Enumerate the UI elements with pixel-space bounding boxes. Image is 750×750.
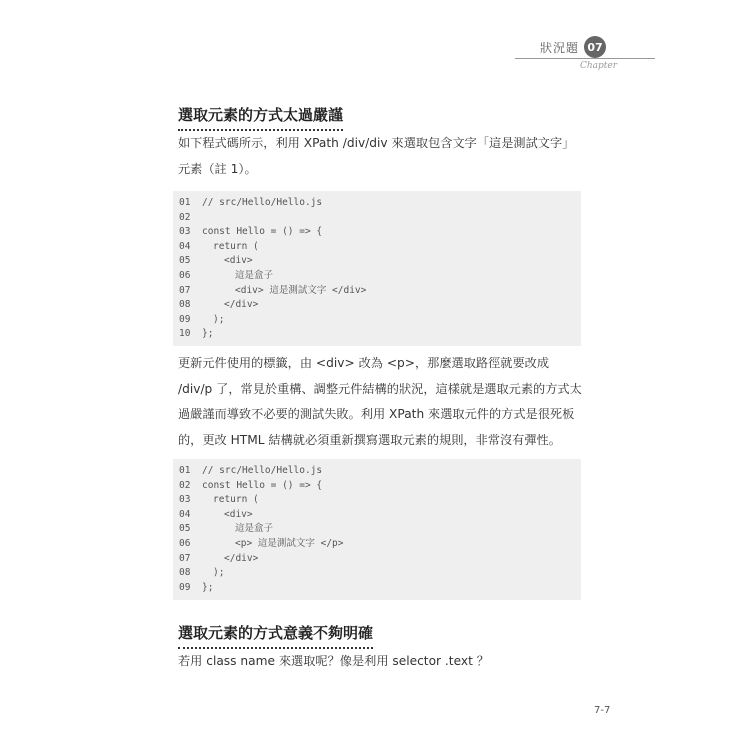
line-number: 05: [179, 255, 191, 267]
code-line: [173, 566, 581, 581]
code-line: [173, 240, 581, 255]
line-number: 06: [179, 537, 191, 549]
line-number: 04: [179, 508, 191, 520]
code-text: <div>: [224, 508, 253, 520]
line-number: 05: [179, 523, 191, 535]
header-rule: [515, 58, 655, 59]
code-text: // src/Hello/Hello.js: [202, 197, 323, 208]
paragraph-2: 更新元件使用的標籤，由 <div> 改為 <p>，那麼選取路徑就要改成 /div/p 了，常見於重構、調整元件結構的狀況，這樣就是選取元素的方式太過嚴謹而導致不必要的測試失敗。利用 XPath 來選取元件的方式是很死板的，更改 HTML 結構就必須重新撰寫選取元素的規則，非常沒有彈性。: [178, 356, 582, 447]
line-number: 03: [179, 494, 191, 506]
code-line: [173, 552, 581, 567]
line-number: 02: [179, 211, 191, 223]
line-number: 03: [179, 226, 191, 238]
section-2-intro: 若用 class name 來選取呢？像是利用 selector .text ？: [178, 654, 489, 668]
code-line: [173, 493, 581, 508]
code-text: );: [213, 567, 225, 579]
code-line: [173, 464, 581, 479]
code-text: };: [202, 328, 214, 340]
line-number: 09: [179, 581, 191, 593]
line-number: 07: [179, 552, 191, 564]
code-line: [173, 479, 581, 494]
page-number: 7-7: [594, 705, 611, 716]
code-text: <div> 這是測試文字 </div>: [235, 284, 367, 296]
code-line: [173, 508, 581, 523]
code-text: </div>: [224, 552, 259, 564]
code-line: [173, 313, 581, 328]
line-number: 01: [179, 465, 191, 476]
code-line: [173, 327, 581, 342]
code-line: [173, 284, 581, 299]
line-number: 08: [179, 299, 191, 311]
code-text: const Hello = () => {: [202, 479, 323, 491]
code-text: };: [202, 581, 214, 593]
code-block-1: [173, 191, 581, 346]
chapter-word: Chapter: [580, 61, 618, 71]
code-line: [173, 225, 581, 240]
code-text: 這是盒子: [235, 523, 274, 535]
line-number: 07: [179, 284, 191, 296]
code-block-2: [173, 459, 581, 600]
code-line: [173, 298, 581, 313]
line-number: 04: [179, 240, 191, 252]
section-1-intro: 如下程式碼所示，利用 XPath /div/div 來選取包含文字「這是測試文字」元素（註 1）。: [178, 136, 575, 176]
line-number: 09: [179, 313, 191, 325]
code-line: [173, 211, 581, 226]
chapter-number-badge: 07: [584, 36, 606, 58]
code-text: return (: [213, 240, 259, 252]
line-number: 01: [179, 197, 191, 208]
line-number: 06: [179, 269, 191, 281]
code-text: );: [213, 313, 225, 325]
code-line: [173, 522, 581, 537]
code-line: [173, 537, 581, 552]
line-number: 02: [179, 479, 191, 491]
section-heading-2: 選取元素的方式意義不夠明確: [178, 622, 373, 649]
code-text: <p> 這是測試文字 </p>: [235, 537, 344, 549]
code-text: </div>: [224, 299, 259, 311]
code-text: 這是盒子: [235, 269, 274, 281]
code-text: <div>: [224, 255, 253, 267]
code-line: [173, 269, 581, 284]
line-number: 08: [179, 567, 191, 579]
chapter-title: 狀況題: [540, 41, 580, 55]
code-line: [173, 254, 581, 269]
code-text: const Hello = () => {: [202, 226, 323, 238]
code-text: return (: [213, 494, 259, 506]
line-number: 10: [179, 328, 191, 340]
code-line: [173, 196, 581, 211]
section-heading-1: 選取元素的方式太過嚴謹: [178, 104, 343, 131]
code-text: // src/Hello/Hello.js: [202, 465, 323, 476]
code-line: [173, 581, 581, 596]
